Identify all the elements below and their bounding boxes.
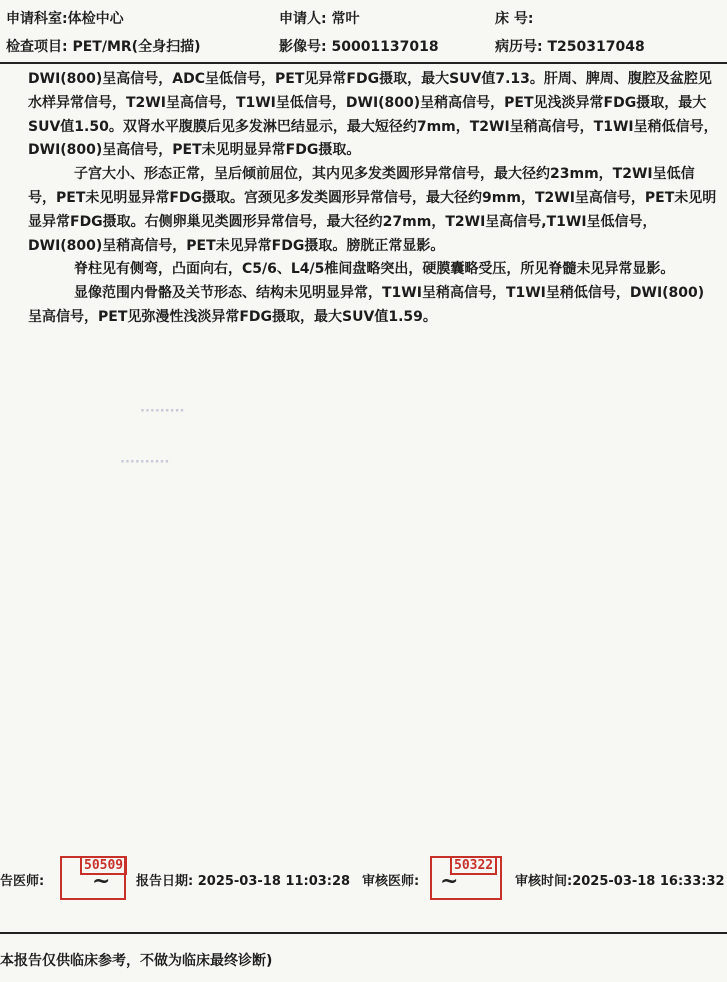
stamp-number: 50322 (450, 856, 497, 875)
reviewer-signature: ~ (440, 868, 459, 894)
signature-row (0, 858, 727, 894)
reporter-signature: ~ (92, 868, 111, 894)
applicant-label: 申请人: 常叶 (279, 11, 360, 27)
header-divider (0, 62, 727, 64)
footer-divider (0, 932, 727, 934)
header-row-1 (0, 8, 727, 36)
review-time: 审核时间:2025-03-18 16:33:32 (515, 874, 725, 889)
department-label: 申请科室:体检中心 (6, 11, 124, 27)
bed-label: 床 号: (495, 11, 534, 27)
reporter-label: 告医师: (0, 874, 45, 889)
bleed-through-text: ········· (140, 404, 185, 419)
report-date: 报告日期: 2025-03-18 11:03:28 (136, 874, 351, 889)
findings-paragraph: 脊柱见有侧弯，凸面向右，C5/6、L4/5椎间盘略突出，硬膜囊略受压，所见脊髓未见异常显影。 (74, 261, 675, 278)
image-number-label: 影像号: 50001137018 (279, 39, 439, 55)
findings-paragraph: DWI(800)呈高信号，ADC呈低信号，PET见异常FDG摄取，最大SUV值7.13。肝周、脾周、腹腔及盆腔见水样异常信号，T2WI呈高信号，T1WI呈低信号，DWI(800)呈稍高信号，PET见浅淡异常FDG摄取，最大SUV值1.50。双肾水平腹膜后见多发淋巴结显示，最大短径约7mm，T2WI呈稍高信号，T1WI呈稍低信号，DWI(800)呈高信号，PET未见明显异常FDG摄取。 (28, 71, 718, 159)
findings-text (28, 68, 718, 330)
disclaimer-text: 本报告仅供临床参考，不做为临床最终诊断) (0, 953, 273, 969)
findings-paragraph: 显像范围内骨骼及关节形态、结构未见明显异常，T1WI呈稍高信号，T1WI呈稍低信号，DWI(800)呈高信号，PET见弥漫性浅淡异常FDG摄取，最大SUV值1.59。 (28, 285, 705, 325)
reviewer-label: 审核医师: (362, 874, 420, 889)
header-row-2 (0, 36, 727, 64)
stamp-number: 50509 (80, 856, 127, 875)
bleed-through-text: ·········· (120, 455, 170, 470)
findings-paragraph: 子宫大小、形态正常，呈后倾前屈位，其内见多发类圆形异常信号，最大径约23mm，T2WI呈低信号，PET未见明显异常FDG摄取。宫颈见多发类圆形异常信号，最大径约9mm，T2WI呈高信号，PET未见明显异常FDG摄取。右侧卵巢见类圆形异常信号，最大径约27mm，T2WI呈高信号,T1WI呈低信号，DWI(800)呈稍高信号，PET未见异常FDG摄取。膀胱正常显影。 (28, 166, 717, 254)
record-number-label: 病历号: T250317048 (495, 39, 645, 55)
exam-item-label: 检查项目: PET/MR(全身扫描) (6, 39, 201, 55)
